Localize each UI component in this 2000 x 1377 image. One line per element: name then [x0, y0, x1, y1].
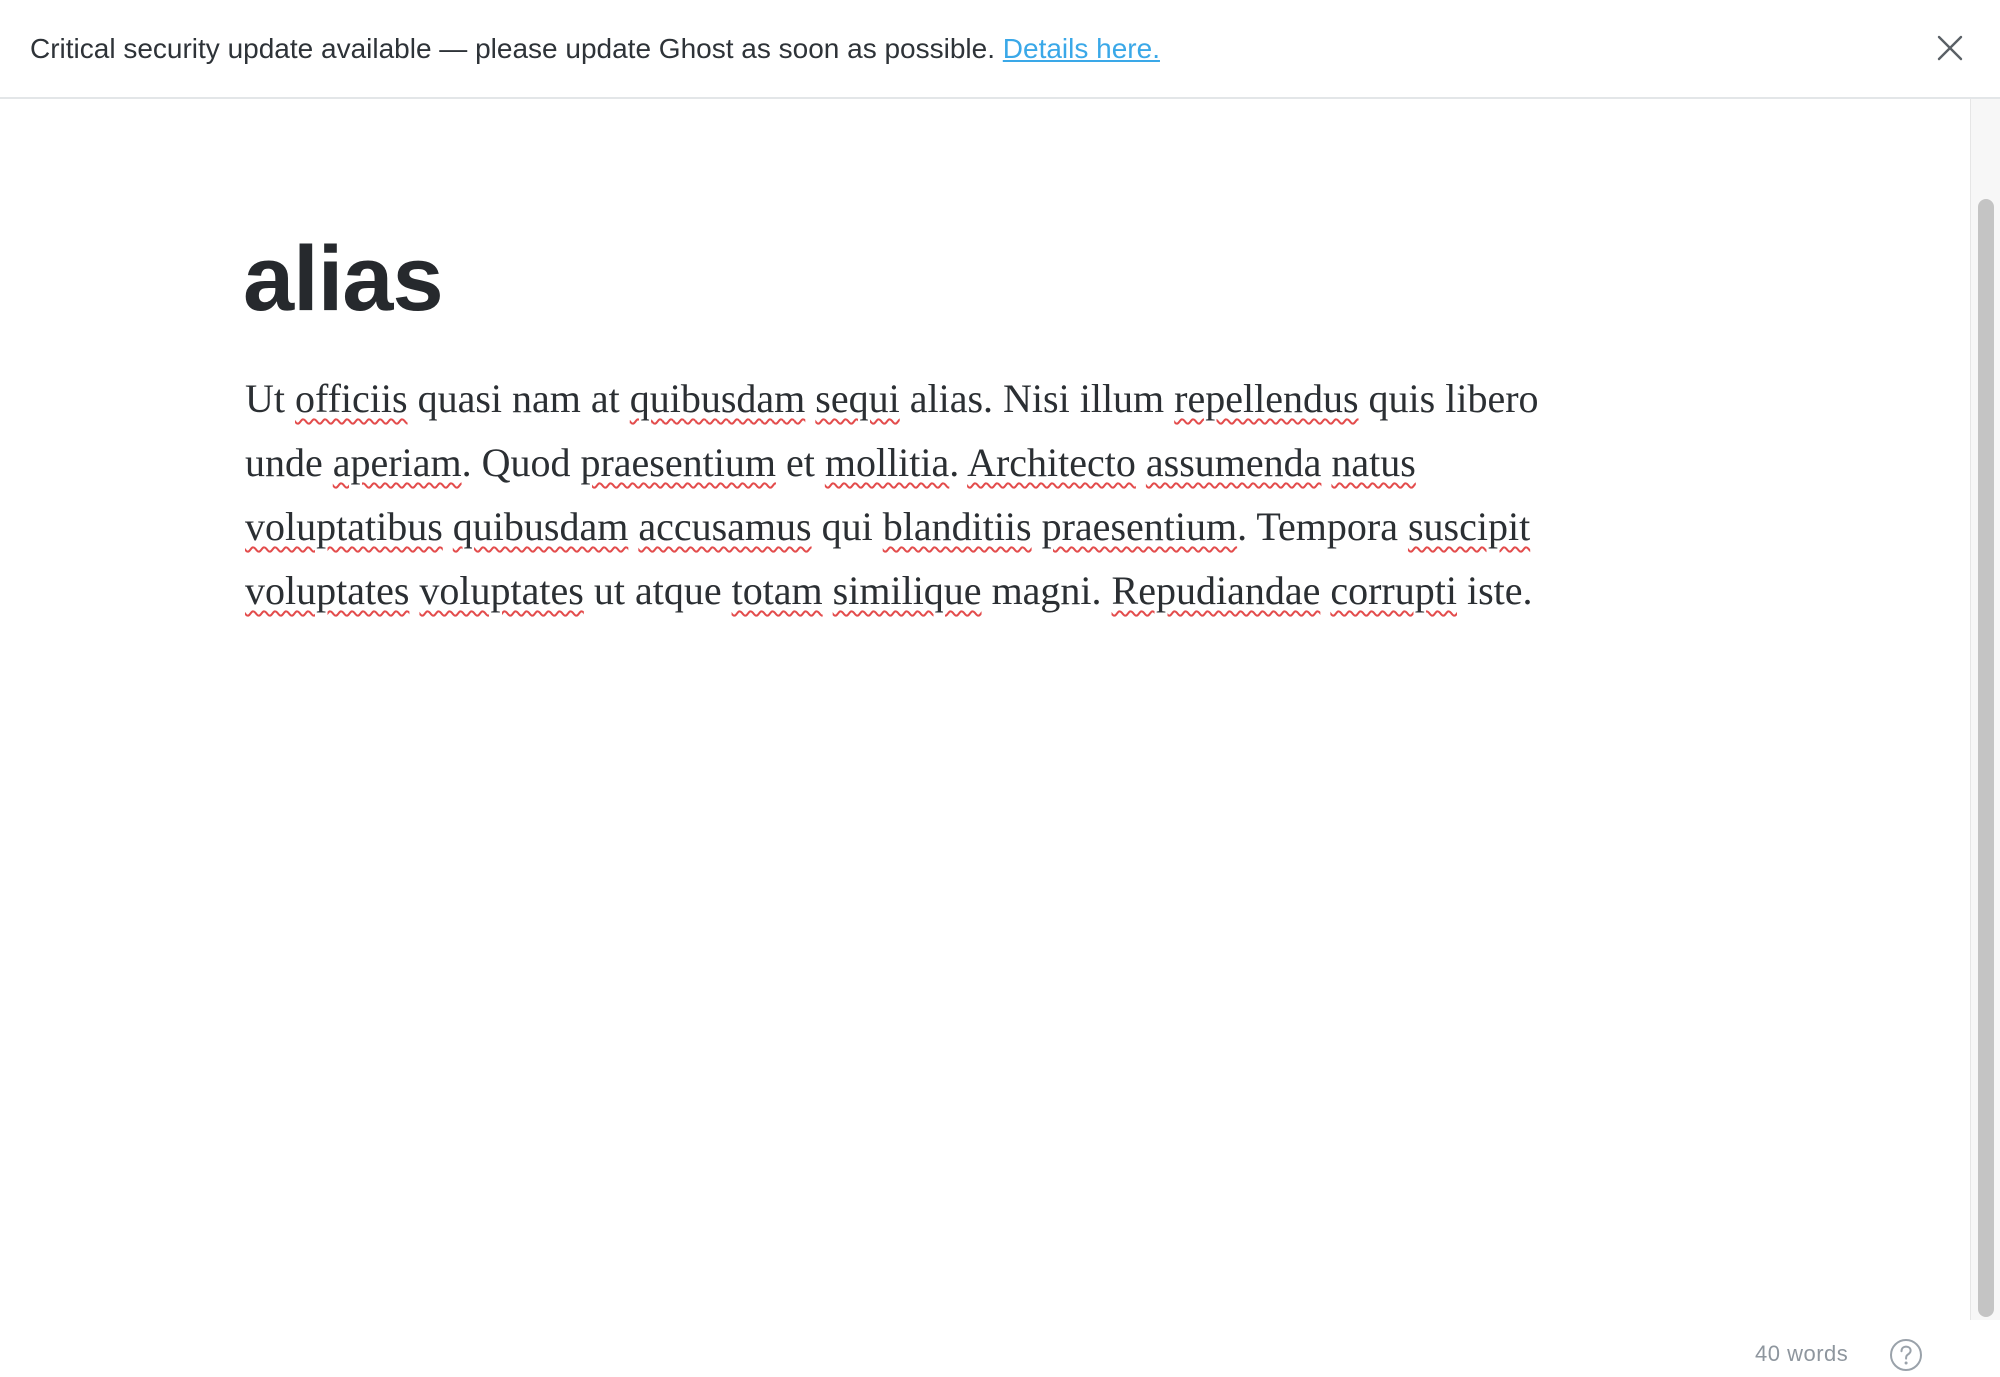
banner-text: [30, 30, 1160, 68]
misspelled-word: Repudiandae: [1111, 568, 1321, 613]
misspelled-word: quibusdam: [629, 376, 806, 421]
misspelled-word: accusamus: [638, 504, 812, 549]
misspelled-word: voluptates: [419, 568, 584, 613]
post-title[interactable]: alias: [243, 228, 443, 330]
misspelled-word: praesentium: [580, 440, 776, 485]
misspelled-word: similique: [832, 568, 982, 613]
misspelled-word: suscipit: [1407, 504, 1531, 549]
body-text: [1321, 440, 1331, 485]
misspelled-word: quibusdam: [452, 504, 629, 549]
body-text: et: [775, 440, 825, 485]
help-button[interactable]: [1889, 1338, 1923, 1372]
body-text: quasi nam at: [407, 376, 630, 421]
body-text: magni.: [981, 568, 1112, 613]
body-text: .: [949, 440, 968, 485]
misspelled-word: voluptates: [245, 568, 410, 613]
banner-message: Critical security update available — please update Ghost as soon as possible.: [30, 33, 995, 64]
body-text: Ut: [245, 376, 295, 421]
body-text: unde: [245, 440, 333, 485]
misspelled-word: assumenda: [1145, 440, 1322, 485]
body-text: [823, 568, 833, 613]
scrollbar-track[interactable]: [1970, 99, 2000, 1320]
body-text: alias. Nisi illum: [899, 376, 1175, 421]
misspelled-word: praesentium: [1041, 504, 1238, 549]
misspelled-word: aperiam: [332, 440, 462, 485]
body-line: [245, 559, 1705, 623]
body-text: [1320, 568, 1330, 613]
body-text: ut atque: [583, 568, 732, 613]
misspelled-word: Architecto: [967, 440, 1136, 485]
body-text: [1136, 440, 1146, 485]
misspelled-word: mollitia: [824, 440, 950, 485]
misspelled-word: officiis: [295, 376, 408, 421]
help-icon: [1889, 1338, 1923, 1372]
body-text: qui: [811, 504, 883, 549]
close-banner-button[interactable]: [1930, 28, 1970, 68]
post-body[interactable]: [245, 367, 1705, 623]
editor-canvas[interactable]: [0, 99, 1970, 1366]
misspelled-word: corrupti: [1330, 568, 1457, 613]
details-link[interactable]: Details here.: [1002, 33, 1160, 64]
body-text: [628, 504, 638, 549]
scrollbar-thumb[interactable]: [1978, 199, 1994, 1317]
body-text: [805, 376, 815, 421]
misspelled-word: voluptatibus: [245, 504, 443, 549]
body-text: [409, 568, 419, 613]
word-count: 40 words: [1755, 1341, 1849, 1366]
misspelled-word: natus: [1331, 440, 1416, 485]
body-line: [245, 367, 1705, 431]
body-text: . Tempora: [1237, 504, 1408, 549]
close-icon: [1936, 34, 1964, 62]
misspelled-word: repellendus: [1174, 376, 1359, 421]
body-line: [245, 431, 1705, 495]
misspelled-word: blanditiis: [882, 504, 1032, 549]
security-update-banner: [0, 0, 2000, 99]
body-text: [443, 504, 453, 549]
body-text: . Quod: [461, 440, 581, 485]
misspelled-word: totam: [731, 568, 823, 613]
body-text: [1032, 504, 1042, 549]
body-text: quis libero: [1358, 376, 1539, 421]
misspelled-word: sequi: [815, 376, 900, 421]
body-line: [245, 495, 1705, 559]
body-text: iste.: [1456, 568, 1533, 613]
